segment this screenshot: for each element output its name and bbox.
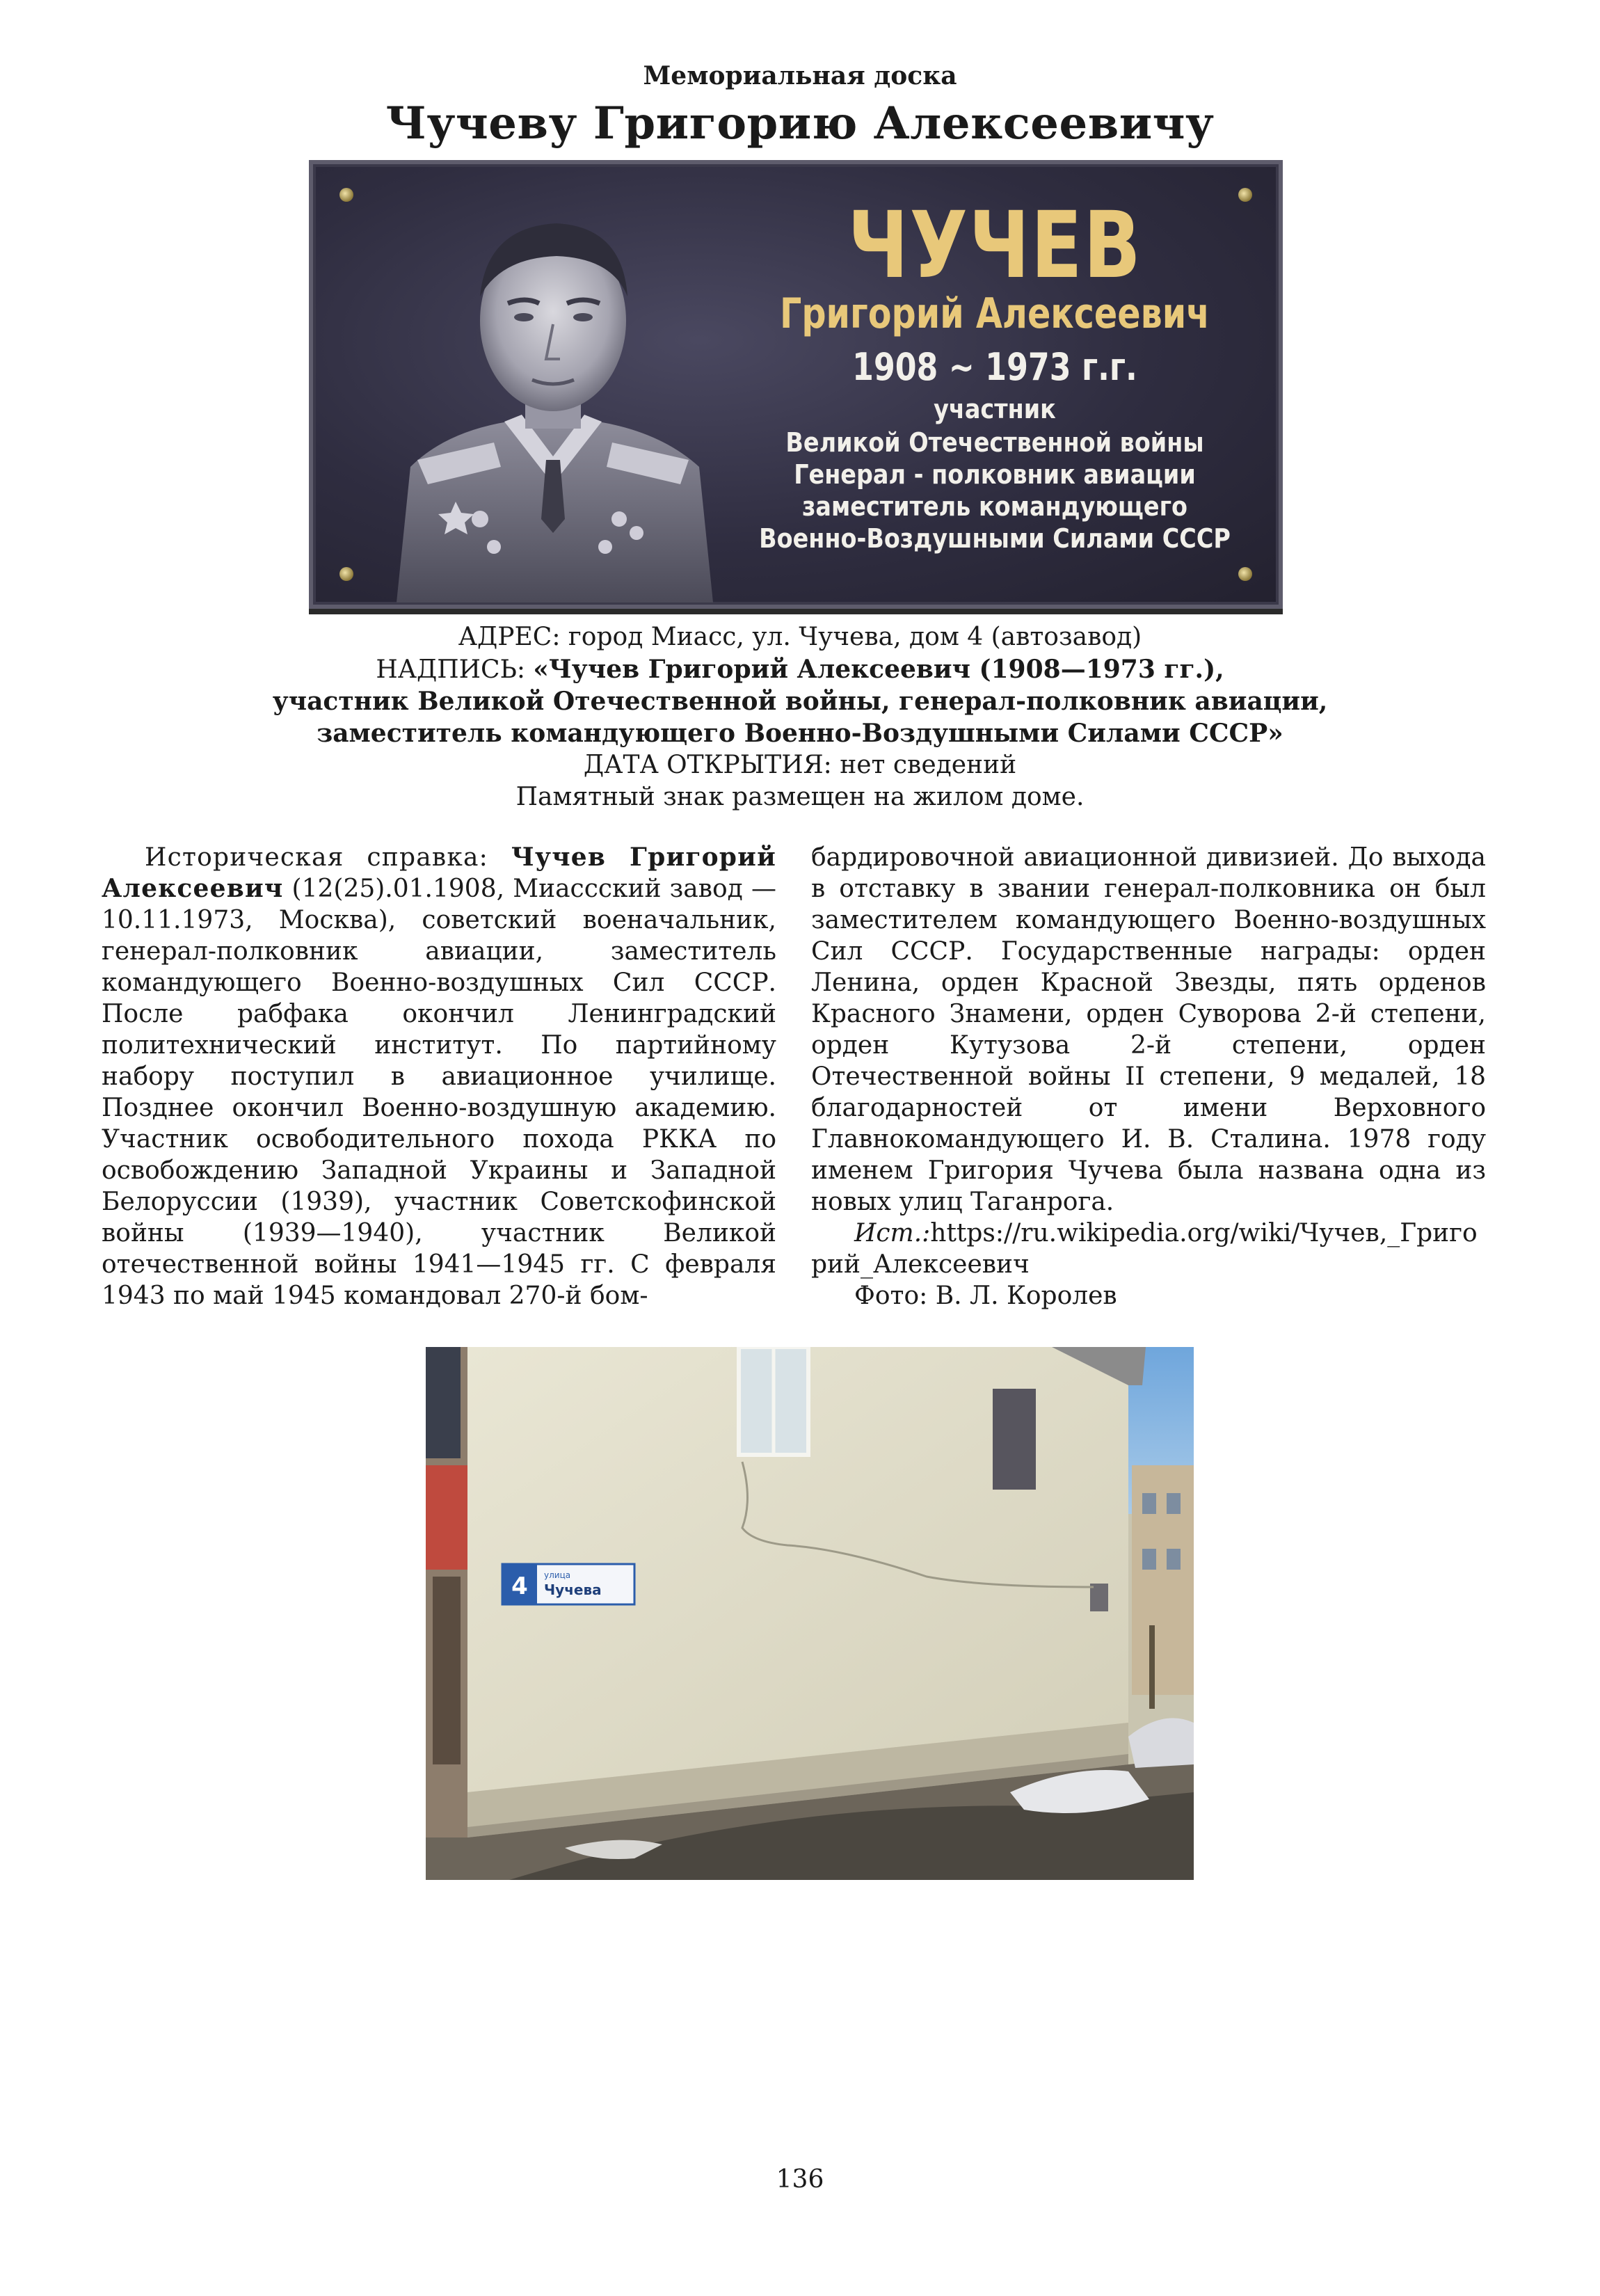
article-text: бардировочной авиационной дивизией. До выхода в отставку в звании генерал-полковника он был заместителем командующего Военно-воздушных Сил СССР. Государственные награды: орден Ленина, орден Красной Звезды, пять орденов Красного Знамени, орден Суворова 2-й степени, орден Кутузова 2-й степени, орден Отечественной войны II степени, 9 медалей, 18 благодарностей от имени Верховного Главнокомандующего И. В. Сталина. 1978 году именем Григория Чучева была названа одна из новых улиц Таганрога. [811, 843, 1486, 1216]
screw-icon [1238, 188, 1252, 202]
page-subtitle: Мемориальная доска [643, 61, 957, 90]
plaque-line: Генерал - полковник авиации [794, 459, 1196, 490]
inscription-line [0, 685, 1600, 718]
screw-icon [1238, 567, 1252, 581]
inscription-text: участник Великой Отечественной войны, генерал-полковник авиации, [272, 687, 1328, 716]
street-prefix: улица [544, 1570, 571, 1580]
photo-credit: Фото: В. Л. Королев [854, 1282, 1117, 1310]
plaque-line: Военно-Воздушными Силами СССР [759, 523, 1231, 554]
plaque-surname: ЧУЧЕВ [847, 192, 1142, 299]
lead-name: Чучев Григорий Алексеевич [102, 843, 776, 903]
placement-line: Памятный знак размещен на жилом доме. [515, 783, 1085, 811]
article-column-left [102, 842, 776, 1312]
lead-label: Историческая справка: [145, 843, 511, 872]
source-url: https://ru.wikipedia.org/wiki/Чучев,_Григорий_Алексеевич [811, 1219, 1478, 1279]
inscription-text: «Чучев Григорий Алексеевич (1908—1973 гг.), [533, 655, 1224, 684]
plaque-name: Григорий Алексеевич [779, 289, 1210, 338]
article-column-right [811, 842, 1486, 1312]
source-line [811, 1218, 1486, 1280]
article-text: (12(25).01.1908, Миассский завод — 10.11.1973, Москва), советский военачальник, генерал-полковник авиации, заместитель командующего Военно-воздушных Сил СССР. После рабфака окончил Ленинградский политехнический институт. По партийному набору поступил в авиационное училище. Позднее окончил Военно-воздушную академию. Участник освободительного похода РККА по освобождению Западной Украины и Западной Белоруссии (1939), участник Советскофинской войны (1939—1940), участник Великой отечественной войны 1941—1945 гг. С февраля 1943 по май 1945 командовал 270-й бом- [102, 875, 776, 1310]
plaque-line: участник [934, 394, 1056, 424]
screw-icon [339, 567, 353, 581]
house-number: 4 [511, 1572, 528, 1600]
house-photo [426, 1347, 1194, 1880]
page-number: 136 [776, 2165, 824, 2194]
plaque-years: 1908 ~ 1973 г.г. [852, 345, 1137, 389]
plaque-line: заместитель командующего [801, 491, 1188, 522]
street-name: Чучева [544, 1581, 602, 1598]
inscription-text: заместитель командующего Военно-Воздушными Силами СССР» [317, 719, 1283, 748]
source-label: Ист.: [854, 1219, 931, 1247]
memorial-plaque-image [309, 160, 1283, 609]
inscription-label: НАДПИСЬ: [376, 655, 534, 684]
screw-icon [339, 188, 353, 202]
address-line: АДРЕС: город Миасс, ул. Чучева, дом 4 (автозавод) [458, 623, 1142, 651]
page-title: Чучеву Григорию Алексеевичу [385, 97, 1215, 150]
plaque-line: Великой Отечественной войны [785, 427, 1204, 458]
portrait-engraving [390, 192, 717, 603]
inscription-line [0, 653, 1600, 686]
inscription-line [0, 717, 1600, 750]
opening-date-line: ДАТА ОТКРЫТИЯ: нет сведений [583, 751, 1017, 779]
